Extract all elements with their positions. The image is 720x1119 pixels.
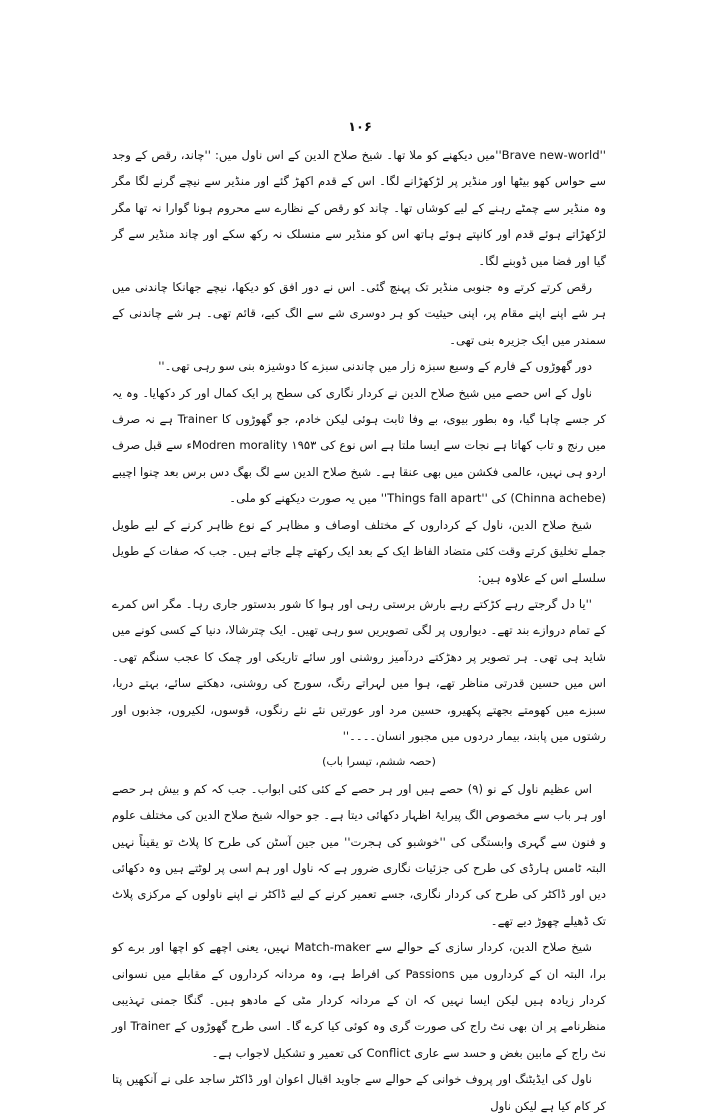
paragraph-2: رقص کرتے کرتے وہ جنوبی منڈیر تک پہنچ گئی۔ اس نے دور افق کو دیکھا، نیچے جھانکا چاندنی میں ہر شے اپنے اپنے مقام پر، اپنی حیثیت کو ہر دوسری شے سے الگ کیے، قائم تھی۔ ہر شے چاندنی کے سمندر میں ایک جزیرہ بنی تھی۔ [112, 280, 606, 347]
paragraph-7: اس عظیم ناول کے نو (۹) حصے ہیں اور ہر حصے کے کئی کئی ابواب۔ جب کہ کم و بیش ہر حصے اور ہر باب سے مخصوص الگ پیرایۂ اظہار دکھائی دیتا ہے۔ جو حوالہ شیخ صلاح الدین کی مختلف علوم و فنون سے گہری وابستگی کی ''خوشبو کی ہجرت'' میں جین آسٹن کی طرح کا پلاٹ تو یقیناً نہیں البتہ ٹامس ہارڈی کی طرح کی جزئیات نگاری ضرور ہے کہ ناول اور ہم اسی پر لوٹتے ہیں وہ دکھائی دیں اور ڈاکٹر کی طرح کی کردار نگاری، جسے تعمیر کرنے کے لیے ڈاکٹر نے اپنے ناولوں کے مرکزی پلاٹ تک ڈھیلے چھوڑ دیے تھے۔ [112, 781, 606, 928]
page-body [112, 142, 606, 1119]
paragraph-5: شیخ صلاح الدین، ناول کے کرداروں کے مختلف اوصاف و مظاہر کے نوع ظاہر کرنے کے لیے طویل جملے تخلیق کرتے وقت کئی متضاد الفاظ ایک کے بعد ایک رکھتے چلے جاتے ہیں۔ جب کہ صفات کے طویل سلسلے اس کے علاوہ ہیں: [112, 517, 606, 585]
paragraph-8: شیخ صلاح الدین، کردار سازی کے حوالے سے Match-maker نہیں، یعنی اچھے کو اچھا اور برے کو برا، البتہ ان کے کرداروں میں Passions کی افراط ہے، وہ مردانہ کرداروں کے مقابلے میں نسوانی کردار زیادہ ہیں لیکن ایسا نہیں کہ ان کے مردانہ کردار مٹی کے مادھو ہیں۔ گنگا جمنی تہذیبی منظرنامے پر ان بھی نٹ راج کی صورت گری وہ کوئی کیا کرے گا۔ اسی طرح گھوڑوں کے Trainer اور نٹ راج کے مابین بغض و حسد سے عاری Conflict کی تعمیر و تشکیل لاجواب ہے۔ [112, 940, 606, 1060]
paragraph-1: ''Brave new-world''میں دیکھنے کو ملا تھا۔ شیخ صلاح الدین کے اس ناول میں: ''چاند، رقص کے وجد سے حواس کھو بیٹھا اور منڈیر پر لڑکھڑانے لگا۔ اس کے قدم اکھڑ گئے اور منڈیر سے نیچے گرنے لگا مگر وہ منڈیر سے چمٹے رہنے کے لیے کوشاں تھا۔ چاند کو رقص کے نظارے سے محروم ہونا گوارا نہ تھا مگر لڑکھڑاتے ہوئے قدم اور کانپتے ہوئے ہاتھ اس کو منڈیر سے منسلک نہ رکھ سکے اور چاند منڈیر سے گر گیا اور فضا میں ڈوبنے لگا۔ [112, 148, 606, 268]
quote-reference: (حصہ ششم، تیسرا باب) [322, 755, 436, 769]
page-number: ۱۰۶ [348, 120, 372, 135]
paragraph-9: ناول کی ایڈیٹنگ اور پروف خوانی کے حوالے سے جاوید اقبال اعوان اور ڈاکٹر ساجد علی نے آنکھیں پتا کر کام کیا ہے لیکن ناول [112, 1072, 606, 1113]
paragraph-6-quote: ''یا دل گرجتے رہے کڑکتے رہے بارش برستی رہی اور ہوا کا شور بدستور جاری رہا۔ مگر اس کمرے کے تمام دروازے بند تھے۔ دیواروں پر لگی تصویریں سو رہی تھیں۔ ایک چترشالا، دنیا کے کسی کونے میں شاید ہی تھی۔ ہر تصویر پر دھڑکتے دردآمیز روشنی اور سائے تاریکی اور چمک کا عجب سنگم تھی۔ اس میں حسین قدرتی مناظر تھے، ہوا میں لہراتے رنگ، سورج کی روشنی، دھکتے سائے، بہتے دریا، سبزے میں کھومتے بجھتے پکھیرو، حسین مرد اور عورتیں نئے نئے رنگوں، قوسوں، لکیروں، جذبوں اور رشتوں میں پابند، بیمار دردوں میں مجبور انسان۔۔۔۔'' [112, 596, 606, 743]
paragraph-3: دور گھوڑوں کے فارم کے وسیع سبزہ زار میں چاندنی سبزے کا دوشیزہ بنی سو رہی تھی۔'' [158, 359, 592, 374]
paragraph-4: ناول کے اس حصے میں شیخ صلاح الدین نے کردار نگاری کی سطح پر ایک کمال اور کر دکھایا۔ وہ یہ کر جسے چاہا گیا، وہ بطور بیوی، بے وفا ثابت ہوئی لیکن خادم، جو گھوڑوں کا Trainer ہے نہ صرف میں رنج و تاب کھاتا ہے نجات سے ایسا ملتا ہے اس نوع کی Modren morality ۱۹۵۳ء سے قبل صرف اردو ہی نہیں، عالمی فکشن میں بھی عنقا ہے۔ شیخ صلاح الدین سے لگ بھگ دس برس بعد چنوا اچیبے (Chinna achebe) کی ''Things fall apart'' میں یہ صورت دیکھنے کو ملی۔ [112, 385, 606, 506]
